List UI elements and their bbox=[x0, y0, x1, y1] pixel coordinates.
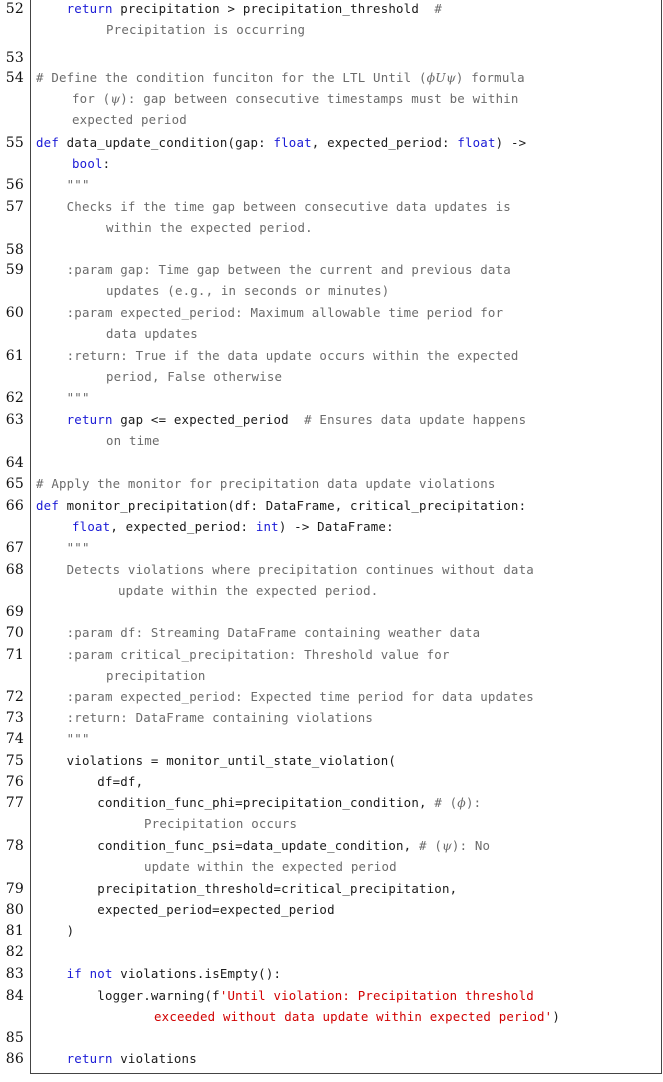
keyword: not bbox=[89, 966, 113, 981]
code-content bbox=[36, 412, 526, 427]
line-number: 81 bbox=[5, 923, 24, 939]
comment-text: ϕUψ bbox=[426, 70, 456, 85]
wrapped-continuation bbox=[144, 816, 297, 831]
comment-text: Checks if the time gap between consecutive data updates is bbox=[36, 199, 511, 214]
comment-text: ): No bbox=[451, 838, 491, 853]
line-number: 55 bbox=[5, 135, 24, 151]
comment-text: ): bbox=[465, 795, 482, 810]
code-text: violations.isEmpty(): bbox=[112, 966, 282, 981]
line-number: 77 bbox=[5, 795, 24, 811]
line-number: 86 bbox=[5, 1051, 24, 1067]
wrapped-continuation bbox=[154, 1009, 560, 1024]
code-content bbox=[36, 731, 90, 746]
code-text bbox=[36, 966, 67, 981]
line-number: 57 bbox=[5, 199, 24, 215]
code-text: logger.warning(f bbox=[36, 988, 220, 1003]
keyword: def bbox=[36, 498, 59, 513]
wrapped-continuation bbox=[106, 668, 206, 683]
wrapped-continuation bbox=[106, 22, 305, 37]
code-text: gap <= expected_period bbox=[112, 412, 305, 427]
line-number: 69 bbox=[5, 604, 24, 620]
comment-text: """ bbox=[36, 731, 90, 746]
code-content bbox=[36, 988, 534, 1003]
line-number: 73 bbox=[5, 710, 24, 726]
line-number: 59 bbox=[5, 262, 24, 278]
line-number: 54 bbox=[5, 70, 24, 86]
code-text: ) bbox=[36, 923, 75, 938]
line-number: 78 bbox=[5, 838, 24, 854]
line-number: 67 bbox=[5, 540, 24, 556]
code-text: precipitation > precipitation_threshold bbox=[112, 1, 435, 16]
code-text: df=df, bbox=[36, 774, 144, 789]
comment-text: ϕ bbox=[457, 795, 466, 810]
code-text: violations = monitor_until_state_violation( bbox=[36, 753, 397, 768]
line-number: 82 bbox=[5, 944, 24, 960]
code-content bbox=[36, 199, 511, 214]
code-content bbox=[36, 177, 90, 192]
line-number: 53 bbox=[5, 50, 24, 66]
code-text bbox=[36, 1051, 67, 1066]
comment-text: """ bbox=[36, 177, 90, 192]
code-text bbox=[82, 966, 90, 981]
code-content bbox=[36, 795, 481, 810]
line-number: 76 bbox=[5, 774, 24, 790]
line-number: 75 bbox=[5, 753, 24, 769]
wrapped-continuation bbox=[106, 433, 160, 448]
comment-text: update within the expected period. bbox=[118, 583, 379, 598]
comment-text: :param df: Streaming DataFrame containing weather data bbox=[36, 625, 481, 640]
comment-text: :return: DataFrame containing violations bbox=[36, 710, 374, 725]
code-content bbox=[36, 966, 281, 981]
code-content bbox=[36, 902, 335, 917]
code-text: , expected_period: bbox=[311, 135, 458, 150]
keyword: return bbox=[66, 1, 113, 16]
keyword: float bbox=[457, 135, 496, 150]
code-content bbox=[36, 881, 457, 896]
line-number: 85 bbox=[5, 1030, 24, 1046]
keyword: bool bbox=[72, 156, 103, 171]
code-text: expected_period=expected_period bbox=[36, 902, 335, 917]
line-number: 84 bbox=[5, 988, 24, 1004]
line-number: 62 bbox=[5, 390, 24, 406]
code-content bbox=[36, 710, 373, 725]
wrapped-continuation bbox=[72, 91, 519, 106]
line-number: 70 bbox=[5, 625, 24, 641]
comment-text: ): gap between consecutive timestamps must be within bbox=[120, 91, 519, 106]
code-content bbox=[36, 305, 503, 320]
wrapped-continuation bbox=[72, 156, 110, 171]
comment-text: Precipitation occurs bbox=[144, 816, 298, 831]
keyword: return bbox=[66, 412, 113, 427]
comment-text: ψ bbox=[441, 838, 452, 853]
code-text: precipitation_threshold=critical_precipitation, bbox=[36, 881, 458, 896]
code-text: ) -> bbox=[495, 135, 527, 150]
line-number: 63 bbox=[5, 412, 24, 428]
code-content bbox=[36, 390, 90, 405]
comment-text: period, False otherwise bbox=[106, 369, 283, 384]
code-content bbox=[36, 753, 396, 768]
line-number: 58 bbox=[5, 242, 24, 258]
wrapped-continuation bbox=[72, 519, 394, 534]
line-number: 83 bbox=[5, 966, 24, 982]
code-text: ) bbox=[552, 1009, 560, 1024]
comment-text: ψ bbox=[110, 91, 121, 106]
line-number: 52 bbox=[5, 1, 24, 17]
comment-text: ) formula bbox=[455, 70, 525, 85]
comment-text: """ bbox=[36, 390, 90, 405]
code-text: monitor_precipitation(df: DataFrame, critical_precipitation: bbox=[58, 498, 527, 513]
comment-text: on time bbox=[106, 433, 160, 448]
line-number: 60 bbox=[5, 305, 24, 321]
line-number: 64 bbox=[5, 455, 24, 471]
code-content bbox=[36, 923, 74, 938]
comment-text: :param critical_precipitation: Threshold value for bbox=[36, 647, 450, 662]
code-content bbox=[36, 625, 480, 640]
code-text: violations bbox=[112, 1051, 197, 1066]
keyword: return bbox=[66, 1051, 113, 1066]
wrapped-continuation bbox=[72, 112, 187, 127]
code-content bbox=[36, 647, 450, 662]
code-content bbox=[36, 1, 442, 16]
wrapped-continuation bbox=[106, 326, 198, 341]
line-number: 71 bbox=[5, 647, 24, 663]
comment-text: update within the expected period bbox=[144, 859, 397, 874]
keyword: if bbox=[66, 966, 82, 981]
comment-text: # Define the condition funciton for the LTL Until ( bbox=[36, 70, 427, 85]
line-number: 74 bbox=[5, 731, 24, 747]
wrapped-continuation bbox=[118, 583, 378, 598]
code-text: : bbox=[102, 156, 111, 171]
code-content bbox=[36, 135, 526, 150]
code-content bbox=[36, 262, 511, 277]
comment-text: # Apply the monitor for precipitation data update violations bbox=[36, 476, 496, 491]
comment-text: within the expected period. bbox=[106, 220, 313, 235]
comment-text: # Ensures data update happens bbox=[304, 412, 527, 427]
line-number: 61 bbox=[5, 348, 24, 364]
comment-text: Precipitation is occurring bbox=[106, 22, 306, 37]
comment-text: Detects violations where precipitation continues without data bbox=[36, 562, 534, 577]
wrapped-continuation bbox=[106, 369, 282, 384]
comment-text: updates (e.g., in seconds or minutes) bbox=[106, 283, 390, 298]
code-content bbox=[36, 774, 143, 789]
line-number: 80 bbox=[5, 902, 24, 918]
wrapped-continuation bbox=[106, 283, 389, 298]
comment-text: :param gap: Time gap between the current and previous data bbox=[36, 262, 511, 277]
comment-text: :return: True if the data update occurs within the expected bbox=[36, 348, 519, 363]
keyword: def bbox=[36, 135, 59, 150]
string-literal: exceeded without data update within expected period' bbox=[154, 1009, 553, 1024]
line-number: 68 bbox=[5, 562, 24, 578]
keyword: float bbox=[273, 135, 312, 150]
line-number: 66 bbox=[5, 498, 24, 514]
wrapped-continuation bbox=[106, 220, 313, 235]
wrapped-continuation bbox=[144, 859, 397, 874]
code-text: data_update_condition(gap: bbox=[58, 135, 274, 150]
line-number: 56 bbox=[5, 177, 24, 193]
code-text bbox=[36, 412, 67, 427]
code-text: condition_func_psi=data_update_condition, bbox=[36, 838, 419, 853]
comment-text: precipitation bbox=[106, 668, 206, 683]
comment-text: """ bbox=[36, 540, 90, 555]
code-text: ) -> DataFrame: bbox=[278, 519, 394, 534]
line-number: 72 bbox=[5, 689, 24, 705]
comment-text: # bbox=[434, 1, 442, 16]
code-content bbox=[36, 562, 534, 577]
line-number: 65 bbox=[5, 476, 24, 492]
keyword: int bbox=[255, 519, 279, 534]
comment-text: # ( bbox=[419, 838, 442, 853]
comment-text: for ( bbox=[72, 91, 111, 106]
comment-text: data updates bbox=[106, 326, 198, 341]
code-text bbox=[36, 1, 67, 16]
code-content bbox=[36, 540, 90, 555]
code-content bbox=[36, 348, 519, 363]
keyword: float bbox=[72, 519, 111, 534]
comment-text: :param expected_period: Expected time period for data updates bbox=[36, 689, 534, 704]
code-content bbox=[36, 498, 526, 513]
string-literal: 'Until violation: Precipitation threshold bbox=[219, 988, 534, 1003]
comment-text: expected period bbox=[72, 112, 187, 127]
code-content bbox=[36, 70, 525, 85]
code-text: , expected_period: bbox=[110, 519, 256, 534]
code-content bbox=[36, 838, 490, 853]
comment-text: # ( bbox=[434, 795, 458, 810]
code-content bbox=[36, 1051, 197, 1066]
code-content bbox=[36, 689, 534, 704]
code-text: condition_func_phi=precipitation_condition, bbox=[36, 795, 435, 810]
comment-text: :param expected_period: Maximum allowable time period for bbox=[36, 305, 504, 320]
line-number: 79 bbox=[5, 881, 24, 897]
code-content bbox=[36, 476, 496, 491]
